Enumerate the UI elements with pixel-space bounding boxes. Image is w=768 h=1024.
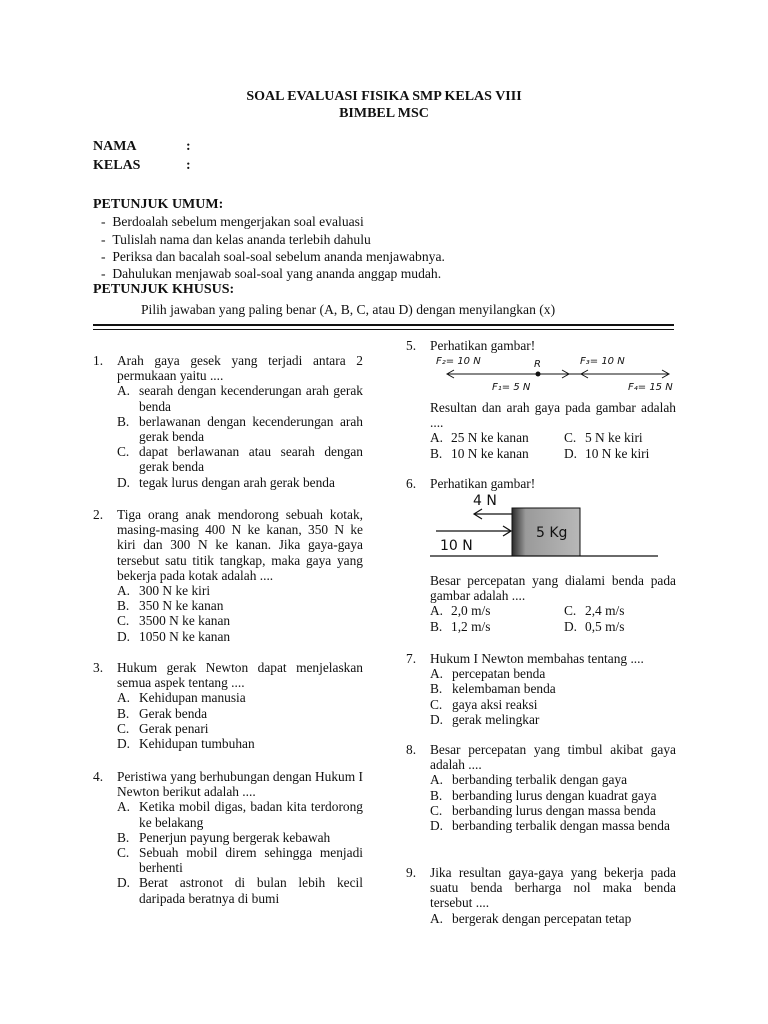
special-instructions-heading: PETUNJUK KHUSUS: xyxy=(93,282,235,297)
mass-label: 5 Kg xyxy=(536,525,568,541)
instruction-item: - Periksa dan bacalah soal-soal sebelum ananda menjawabnya. xyxy=(101,249,445,264)
force-diagram-5 xyxy=(428,353,678,395)
option-a[interactable]: A. searah dengan kecenderungan arah gerak benda xyxy=(117,383,363,414)
special-instructions-text: Pilih jawaban yang paling benar (A, B, C, atau D) dengan menyilangkan (x) xyxy=(141,302,556,317)
name-label: NAMA xyxy=(93,139,137,154)
instruction-item: - Tulislah nama dan kelas ananda terlebih dahulu xyxy=(101,232,371,247)
option-b[interactable]: B. Gerak benda xyxy=(117,705,208,721)
option-d[interactable]: D. Kehidupan tumbuhan xyxy=(117,736,255,752)
option-b[interactable]: B. 350 N ke kanan xyxy=(117,598,224,614)
option-b[interactable]: B. Penerjun payung bergerak kebawah xyxy=(117,829,331,845)
question-8: 8. Besar percepatan yang timbul akibat gaya adalah .... A. berbanding terbalik dengan gaya B. berbanding lurus dengan kuadrat gaya C. berbanding lurus dengan massa benda D. berbanding terbalik dengan massa benda xyxy=(406,742,676,834)
question-5-body: Resultan dan arah gaya pada gambar adalah .... A. 25 N ke kanan C. 5 N ke kiri B. 10 N ke kanan D. 10 N ke kiri xyxy=(430,400,676,461)
option-a[interactable]: A. 25 N ke kanan xyxy=(430,430,529,446)
option-a[interactable]: A. bergerak dengan percepatan tetap xyxy=(430,910,632,926)
question-5: 5. Perhatikan gambar! xyxy=(406,338,536,353)
option-a[interactable]: A. Ketika mobil digas, badan kita terdorong ke belakang xyxy=(117,799,363,830)
option-d[interactable]: D. tegak lurus dengan arah gerak benda xyxy=(117,474,335,490)
question-6-body: Besar percepatan yang dialami benda pada gambar adalah .... A. 2,0 m/s C. 2,4 m/s B. 1,2 m/s D. 0,5 m/s xyxy=(430,573,676,634)
option-d[interactable]: D. 1050 N ke kanan xyxy=(117,628,231,644)
option-d[interactable]: D. berbanding terbalik dengan massa benda xyxy=(430,818,670,834)
option-b[interactable]: B. 1,2 m/s xyxy=(430,618,491,634)
option-d[interactable]: D. Berat astronot di bulan lebih kecil daripada beratnya di bumi xyxy=(117,875,363,906)
page-title: SOAL EVALUASI FISIKA SMP KELAS VIII xyxy=(246,89,522,104)
option-d[interactable]: D. 0,5 m/s xyxy=(564,618,625,634)
option-b[interactable]: B. berlawanan dengan kecenderungan arah gerak benda xyxy=(117,413,363,445)
divider xyxy=(93,324,674,326)
force-diagram-6 xyxy=(430,492,662,560)
question-6: 6. Perhatikan gambar! xyxy=(406,476,536,491)
option-a[interactable]: A. 300 N ke kiri xyxy=(117,583,211,599)
f4-label: F₄= 15 N xyxy=(628,382,673,393)
option-a[interactable]: A. 2,0 m/s xyxy=(430,603,491,619)
option-c[interactable]: C. dapat berlawanan atau searah dengan gerak benda xyxy=(117,444,363,475)
f1-label: F₁= 5 N xyxy=(492,382,531,393)
question-7: 7. Hukum I Newton membahas tentang .... A. percepatan benda B. kelembaman benda C. gaya aksi reaksi D. gerak melingkar xyxy=(406,651,676,727)
question-3: 3. Hukum gerak Newton dapat menjelaskan semua aspek tentang .... A. Kehidupan manusia B. Gerak benda C. Gerak penari D. Kehidupan tumbuhan xyxy=(93,660,363,752)
instruction-item: - Berdoalah sebelum mengerjakan soal evaluasi xyxy=(101,214,364,229)
page-subtitle: BIMBEL MSC xyxy=(339,106,429,121)
question-1: 1. Arah gaya gesek yang terjadi antara 2 permukaan yaitu .... A. searah dengan kecenderungan arah gerak benda B. berlawanan dengan kecenderungan arah gerak benda C. dapat berlawanan atau searah dengan gerak benda D. tegak lurus dengan arah gerak benda xyxy=(93,353,363,490)
option-c[interactable]: C. Gerak penari xyxy=(117,720,209,736)
option-a[interactable]: A. percepatan benda xyxy=(430,666,546,682)
divider xyxy=(93,329,674,330)
option-d[interactable]: D. gerak melingkar xyxy=(430,711,540,727)
question-9: 9. Jika resultan gaya-gaya yang bekerja pada suatu benda berharga nol maka benda tersebut .... A. bergerak dengan percepatan tetap xyxy=(406,865,676,926)
option-a[interactable]: A. Kehidupan manusia xyxy=(117,690,246,706)
point-r xyxy=(536,372,541,377)
option-d[interactable]: D. 10 N ke kiri xyxy=(564,445,650,461)
option-c[interactable]: C. 3500 N ke kanan xyxy=(117,613,231,629)
r-label: R xyxy=(534,359,541,370)
class-colon: : xyxy=(186,158,191,173)
class-label: KELAS xyxy=(93,158,141,173)
option-c[interactable]: C. gaya aksi reaksi xyxy=(430,696,538,712)
left-force-label: 4 N xyxy=(473,493,497,509)
instruction-item: - Dahulukan menjawab soal-soal yang ananda anggap mudah. xyxy=(101,266,442,281)
f3-label: F₃= 10 N xyxy=(580,356,625,367)
option-c[interactable]: C. berbanding lurus dengan massa benda xyxy=(430,802,656,818)
option-c[interactable]: C. 5 N ke kiri xyxy=(564,430,643,446)
f2-label: F₂= 10 N xyxy=(436,356,481,367)
option-b[interactable]: B. kelembaman benda xyxy=(430,681,556,697)
option-c[interactable]: C. 2,4 m/s xyxy=(564,603,625,619)
option-a[interactable]: A. berbanding terbalik dengan gaya xyxy=(430,772,628,788)
question-2: 2. Tiga orang anak mendorong sebuah kotak, masing-masing 400 N ke kanan, 350 N ke kiri dan 300 N ke kanan. Jika gaya-gaya tersebut satu titik tangkap, maka gaya yang bekerja pada kotak adalah .... A. 300 N ke kiri B. 350 N ke kanan C. 3500 N ke kanan D. 1050 N ke kanan xyxy=(93,507,363,644)
option-c[interactable]: C. Sebuah mobil direm sehingga menjadi berhenti xyxy=(117,845,363,876)
name-colon: : xyxy=(186,139,191,154)
general-instructions-heading: PETUNJUK UMUM: xyxy=(93,197,224,212)
right-force-label: 10 N xyxy=(440,538,473,554)
question-4: 4. Peristiwa yang berhubungan dengan Hukum I Newton berikut adalah .... A. Ketika mobil digas, badan kita terdorong ke belakang B. Penerjun payung bergerak kebawah C. Sebuah mobil direm sehingga menjadi berhenti D. Berat astronot di bulan lebih kecil daripada beratnya di bumi xyxy=(93,769,363,906)
option-b[interactable]: B. 10 N ke kanan xyxy=(430,445,529,461)
option-b[interactable]: B. berbanding lurus dengan kuadrat gaya xyxy=(430,787,657,803)
